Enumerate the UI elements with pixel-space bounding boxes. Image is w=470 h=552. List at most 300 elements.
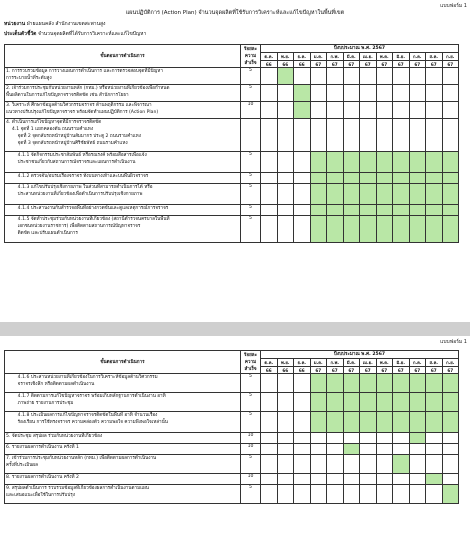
timeline-cell [327, 444, 344, 455]
timeline-cell [310, 102, 327, 119]
timeline-cell-active [327, 393, 344, 412]
timeline-cell [294, 485, 311, 504]
timeline-cell-active [360, 412, 377, 433]
timeline-cell [294, 205, 311, 216]
timeline-cell-active [360, 173, 377, 184]
timeline-cell [343, 474, 360, 485]
timeline-cell [442, 433, 459, 444]
timeline-cell [294, 184, 311, 205]
timeline-cell [277, 412, 294, 433]
timeline-cell [277, 485, 294, 504]
plan-step-text: แนวทางปรับปรุงแก้ไขปัญหาจราจร พร้อมจัดทำแผนปฏิบัติการ (Action Plan) [6, 110, 159, 115]
plan-weight: 10 [241, 444, 261, 455]
timeline-cell [409, 485, 426, 504]
timeline-cell-active [343, 412, 360, 433]
year-header: 66 [277, 367, 294, 374]
plan-step [5, 173, 241, 184]
plan-step-text: ประสานหน่วยงานที่เกี่ยวข้องเพื่อดำเนินการปรับปรุงเชิงกายภาพ [6, 192, 143, 197]
plan-step-text: 9. สรุปผลดำเนินการ รวบรวมข้อมูลที่เกี่ยวข้องผลการดำเนินงานตามแผน [6, 486, 149, 491]
form-number: แบบฟอร์ม 1 [440, 3, 467, 9]
month-header: ต.ค. [261, 359, 278, 367]
plan-step-text: 4.1.6 ประสานหน่วยงานที่เกี่ยวข้องในการวิเคราะห์ข้อมูลด้านวิศวกรรม [6, 375, 158, 380]
timeline-cell-active [442, 216, 459, 243]
plan-row [5, 102, 459, 119]
plan-step-text: 4.1.4 ประสานงานกับสำรวจอพื้นที่อย่างกวดขันและดูแลเหตุการณ์การจราจร [6, 206, 169, 211]
timeline-cell [261, 68, 278, 85]
timeline-cell [294, 216, 311, 243]
steps-header: ขั้นตอนการดำเนินการ [5, 351, 241, 374]
timeline-cell [360, 474, 377, 485]
timeline-cell [277, 173, 294, 184]
timeline-cell [409, 68, 426, 85]
timeline-cell-active [426, 205, 443, 216]
timeline-cell-active [409, 216, 426, 243]
year-header: 67 [310, 367, 327, 374]
timeline-cell-active [409, 184, 426, 205]
timeline-cell [426, 68, 443, 85]
timeline-cell-active [409, 393, 426, 412]
timeline-cell-active [327, 374, 344, 393]
plan-step-text: 4.1 จุดที่ 1 แยกคลองตัน ถนนรามคำแหง [6, 127, 94, 132]
plan-row [5, 85, 459, 102]
year-header: 67 [327, 367, 344, 374]
timeline-cell-active [376, 184, 393, 205]
timeline-cell-active [360, 393, 377, 412]
plan-weight: 5 [241, 485, 261, 504]
timeline-cell-active [343, 152, 360, 173]
timeline-cell [277, 216, 294, 243]
timeline-cell [261, 412, 278, 433]
timeline-cell [343, 433, 360, 444]
timeline-cell [409, 455, 426, 474]
timeline-cell [294, 68, 311, 85]
timeline-cell-active [327, 216, 344, 243]
timeline-cell-active [442, 374, 459, 393]
timeline-cell [261, 216, 278, 243]
timeline-cell-active [343, 173, 360, 184]
timeline-cell [294, 119, 311, 152]
plan-step-text: ภาพถ่าย รายงานการประชุม [6, 401, 74, 406]
plan-row [5, 412, 459, 433]
fiscal-year-header: ปีงบประมาณ พ.ศ. 2567 [261, 45, 459, 53]
timeline-cell [376, 119, 393, 152]
timeline-cell-active [343, 444, 360, 455]
month-header: ก.ย. [442, 53, 459, 61]
timeline-cell [360, 433, 377, 444]
plan-step [5, 393, 241, 412]
year-header: 67 [360, 367, 377, 374]
timeline-cell [442, 102, 459, 119]
plan-weight: 5 [241, 374, 261, 393]
timeline-cell-active [409, 152, 426, 173]
timeline-cell [343, 85, 360, 102]
timeline-cell-active [310, 152, 327, 173]
timeline-cell [277, 119, 294, 152]
timeline-cell-active [442, 412, 459, 433]
timeline-cell [426, 119, 443, 152]
timeline-cell [360, 485, 377, 504]
month-header: ก.พ. [327, 53, 344, 61]
timeline-cell [294, 474, 311, 485]
unit-value: ฝ่ายแผนคลัง สำนักงานเขตสะพานสูง [26, 21, 106, 27]
plan-step [5, 102, 241, 119]
plan-step-text: 4.1.5 จัดทำประชุมร่วมกับหน่วยงานที่เกี่ยวข้อง (สถานีตำรวจนครบาลในพื้นที่ [6, 217, 170, 222]
timeline-cell-active [409, 205, 426, 216]
timeline-cell [327, 119, 344, 152]
year-header: 66 [277, 61, 294, 68]
plan-row [5, 444, 459, 455]
timeline-cell-active [310, 412, 327, 433]
timeline-cell-active [376, 412, 393, 433]
plan-step [5, 216, 241, 243]
timeline-cell [261, 485, 278, 504]
plan-weight: 5 [241, 412, 261, 433]
timeline-cell-active [393, 184, 410, 205]
month-header: ก.ค. [409, 359, 426, 367]
plan-step-text: ร้องเรียน การใช้ทรงจราจร ความคล่องตัว ความพอใจ ความพึงพอใจเหล่านั้น [6, 420, 168, 425]
timeline-cell-active [393, 455, 410, 474]
month-header: พ.ย. [277, 53, 294, 61]
timeline-cell [442, 444, 459, 455]
month-header: ส.ค. [426, 53, 443, 61]
plan-weight: 5 [241, 393, 261, 412]
timeline-cell [294, 455, 311, 474]
timeline-cell-active [426, 152, 443, 173]
timeline-cell-active [442, 485, 459, 504]
month-header: ธ.ค. [294, 53, 311, 61]
plan-row [5, 485, 459, 504]
timeline-cell [376, 433, 393, 444]
month-header: พ.ค. [376, 53, 393, 61]
timeline-cell-active [360, 216, 377, 243]
timeline-cell [442, 455, 459, 474]
year-header: 67 [393, 367, 410, 374]
timeline-cell-active [376, 393, 393, 412]
timeline-cell [409, 85, 426, 102]
timeline-cell [261, 205, 278, 216]
plan-step-text: 4.1.2 ตรวจจับ/อบรมเรื่องจราจร ทั้งบนทางเท้าและบนพื้นผิวจราจร [6, 174, 149, 179]
plan-step-text: 3. วิเคราะห์ ศึกษาข้อมูลด้านวิศวกรรมจราจร ด้านพฤติกรรม และพิจารณา [6, 103, 152, 108]
month-header: ม.ค. [310, 359, 327, 367]
timeline-cell [277, 85, 294, 102]
timeline-cell [277, 205, 294, 216]
timeline-cell [409, 444, 426, 455]
timeline-cell [327, 433, 344, 444]
timeline-cell [261, 444, 278, 455]
table-header-row [5, 45, 459, 53]
timeline-cell [327, 68, 344, 85]
timeline-cell [310, 474, 327, 485]
timeline-cell [409, 102, 426, 119]
timeline-cell [277, 184, 294, 205]
timeline-cell [393, 119, 410, 152]
timeline-cell [409, 119, 426, 152]
timeline-cell-active [442, 173, 459, 184]
timeline-cell [277, 433, 294, 444]
action-plan-table-continued [4, 350, 459, 504]
timeline-cell [393, 433, 410, 444]
plan-step [5, 455, 241, 474]
timeline-cell [327, 102, 344, 119]
unit-label: หน่วยงาน [4, 21, 26, 27]
timeline-cell [294, 152, 311, 173]
plan-row [5, 68, 459, 85]
timeline-cell [327, 485, 344, 504]
plan-step-text: 4.1.3 แก้ไขปรับปรุงเชิงกายภาพ ในส่วนที่สามารถดำเนินการได้ หรือ [6, 185, 153, 190]
month-header: มี.ค. [343, 53, 360, 61]
timeline-cell-active [393, 205, 410, 216]
year-header: 67 [360, 61, 377, 68]
year-header: 66 [261, 367, 278, 374]
plan-step-text: พื้นผลิตานในการแก้ไขปัญหาจราจรติดขัด เช่น สำนักการโยธา [6, 93, 129, 98]
plan-weight: 5 [241, 455, 261, 474]
timeline-cell [393, 85, 410, 102]
timeline-cell [393, 444, 410, 455]
timeline-cell-active [310, 374, 327, 393]
timeline-cell [310, 119, 327, 152]
plan-row [5, 184, 459, 205]
plan-weight [241, 119, 261, 152]
timeline-cell-active [426, 412, 443, 433]
timeline-cell [277, 455, 294, 474]
timeline-cell [376, 102, 393, 119]
plan-row [5, 205, 459, 216]
plan-step [5, 433, 241, 444]
year-header: 67 [376, 61, 393, 68]
page-2 [0, 336, 470, 552]
timeline-cell-active [442, 393, 459, 412]
month-header: ก.พ. [327, 359, 344, 367]
timeline-cell [442, 474, 459, 485]
timeline-cell-active [343, 205, 360, 216]
timeline-cell [343, 455, 360, 474]
timeline-cell [294, 393, 311, 412]
timeline-cell-active [343, 374, 360, 393]
plan-weight: 10 [241, 474, 261, 485]
timeline-cell [327, 455, 344, 474]
year-header: 67 [426, 61, 443, 68]
year-header: 67 [442, 367, 459, 374]
timeline-cell [360, 68, 377, 85]
plan-step [5, 205, 241, 216]
timeline-cell-active [393, 152, 410, 173]
timeline-cell-active [294, 85, 311, 102]
timeline-cell-active [327, 152, 344, 173]
timeline-cell-active [294, 102, 311, 119]
timeline-cell [261, 85, 278, 102]
timeline-cell-active [442, 152, 459, 173]
plan-row [5, 455, 459, 474]
year-header: 66 [294, 61, 311, 68]
timeline-cell-active [426, 374, 443, 393]
plan-weight: 10 [241, 102, 261, 119]
timeline-cell-active [393, 216, 410, 243]
timeline-cell-active [376, 173, 393, 184]
month-header: มิ.ย. [393, 53, 410, 61]
plan-step-text: 4.1.7 ติดตามการแก้ไขปัญหาจราจร พร้อมเก็บหลักฐานการดำเนินงาน อาทิ [6, 394, 166, 399]
timeline-cell [393, 68, 410, 85]
timeline-cell [261, 173, 278, 184]
plan-step-text: เอกชนหน่วยงานราชการ) เพื่อติดตามสถานการณ์ปัญหาจราจร [6, 224, 141, 229]
plan-step [5, 85, 241, 102]
timeline-cell [442, 119, 459, 152]
timeline-cell [376, 85, 393, 102]
timeline-cell-active [376, 152, 393, 173]
timeline-cell [426, 85, 443, 102]
timeline-cell-active [360, 374, 377, 393]
plan-step [5, 374, 241, 393]
plan-step-text: 4. ดำเนินการแก้ไขปัญหาจุดที่มีการจราจรติดขัด [6, 120, 102, 125]
plan-step [5, 68, 241, 85]
year-header: 67 [409, 61, 426, 68]
month-header: มิ.ย. [393, 359, 410, 367]
steps-header: ขั้นตอนการดำเนินการ [5, 45, 241, 68]
timeline-cell [261, 152, 278, 173]
plan-step [5, 152, 241, 173]
timeline-cell [426, 444, 443, 455]
plan-step-text: 8. รายงานผลการดำเนินงาน ครั้งที่ 2 [6, 475, 79, 480]
timeline-cell [442, 85, 459, 102]
timeline-cell-active [442, 205, 459, 216]
timeline-cell-active [426, 393, 443, 412]
year-header: 67 [442, 61, 459, 68]
month-header: มี.ค. [343, 359, 360, 367]
timeline-cell-active [327, 173, 344, 184]
plan-step-text: 6. รายงานผลการดำเนินงาน ครั้งที่ 1 [6, 445, 79, 450]
month-header: ธ.ค. [294, 359, 311, 367]
table-header-row [5, 351, 459, 359]
plan-step-text: 1. การรวบรวมข้อมูล การวางแผนการดำเนินการ และการตรวจสอบจุดที่มีปัญหา [6, 69, 163, 74]
year-header: 67 [393, 61, 410, 68]
plan-row [5, 173, 459, 184]
year-header: 67 [310, 61, 327, 68]
year-header: 67 [426, 367, 443, 374]
timeline-cell [343, 485, 360, 504]
timeline-cell-active [376, 374, 393, 393]
timeline-cell [360, 85, 377, 102]
plan-weight: 5 [241, 68, 261, 85]
plan-step-text: 4.1.8 ประเมินผลการแก้ไขปัญหาจราจรติดขัดในพื้นที่ อาทิ จำนวนเรื่อง [6, 413, 158, 418]
timeline-cell [426, 455, 443, 474]
plan-weight: 5 [241, 173, 261, 184]
plan-step-text: ติดขัด และปรับแผนดำเนินการ [6, 231, 78, 236]
plan-row [5, 152, 459, 173]
timeline-cell [277, 444, 294, 455]
timeline-cell [442, 68, 459, 85]
weight-header: ร้อยละความสำเร็จ [241, 45, 261, 68]
timeline-cell [310, 485, 327, 504]
form-number: แบบฟอร์ม 1 [440, 339, 467, 345]
timeline-cell [343, 102, 360, 119]
plan-step [5, 485, 241, 504]
month-header: ส.ค. [426, 359, 443, 367]
indicator-label: ประเด็นตัวชี้วัด [4, 31, 37, 37]
timeline-cell [261, 184, 278, 205]
timeline-cell-active [343, 216, 360, 243]
plan-weight: 5 [241, 85, 261, 102]
timeline-cell [426, 102, 443, 119]
timeline-cell-active [343, 393, 360, 412]
month-header: ก.ค. [409, 53, 426, 61]
timeline-cell-active [360, 205, 377, 216]
timeline-cell [294, 433, 311, 444]
plan-step [5, 119, 241, 152]
timeline-cell-active [409, 374, 426, 393]
plan-row [5, 119, 459, 152]
timeline-cell [310, 433, 327, 444]
plan-step-text: และเสนอแนะเพื่อใช้ในการปรับปรุง [6, 493, 75, 498]
year-header: 67 [409, 367, 426, 374]
year-header: 67 [376, 367, 393, 374]
timeline-cell [310, 68, 327, 85]
timeline-cell [376, 68, 393, 85]
timeline-cell [376, 485, 393, 504]
timeline-cell [310, 455, 327, 474]
timeline-cell [360, 455, 377, 474]
timeline-cell [277, 393, 294, 412]
timeline-cell [409, 474, 426, 485]
month-header: พ.ย. [277, 359, 294, 367]
timeline-cell-active [442, 184, 459, 205]
plan-step-text: จุดที่ 3 จุดกลับรถหน้าหมู่บ้านศิริชัยพัทธ์ ถนนรามคำแหง [6, 141, 128, 146]
plan-step-text: จุดที่ 2 จุดกลับรถหน้าหมู่บ้านสัมมากร ประตู 2 ถนนรามคำแหง [6, 134, 141, 139]
year-header: 67 [343, 61, 360, 68]
unit-line [4, 20, 106, 28]
plan-step [5, 184, 241, 205]
page-separator [0, 322, 470, 336]
timeline-cell [261, 455, 278, 474]
timeline-cell [376, 455, 393, 474]
timeline-cell [261, 393, 278, 412]
plan-step-text: การระบายน้ำที่ระดับสูง [6, 76, 52, 81]
timeline-cell [360, 444, 377, 455]
timeline-cell [261, 474, 278, 485]
timeline-cell [261, 119, 278, 152]
timeline-cell-active [426, 184, 443, 205]
timeline-cell-active [376, 216, 393, 243]
timeline-cell [327, 474, 344, 485]
timeline-cell-active [310, 184, 327, 205]
timeline-cell [426, 433, 443, 444]
plan-row [5, 374, 459, 393]
timeline-cell-active [426, 216, 443, 243]
plan-step-text: 7. เข้าร่วมการประชุมกับหน่วยงานหลัก (กทม.) เพื่อติดตามผลการดำเนินงาน [6, 456, 157, 461]
timeline-cell-active [360, 152, 377, 173]
timeline-cell-active [310, 216, 327, 243]
timeline-cell [360, 119, 377, 152]
month-header: ก.ย. [442, 359, 459, 367]
timeline-cell [294, 374, 311, 393]
plan-step-text: 5. จัดประชุม สรุปผล ร่วมกับหน่วยงานที่เกี่ยวข้อง [6, 434, 103, 439]
timeline-cell [261, 374, 278, 393]
timeline-cell [360, 102, 377, 119]
plan-weight: 5 [241, 152, 261, 173]
plan-step-text: 2. เจ้าร่วมการประชุมกับหน่วยงานหลัก (กทม.) หรือหน่วยงานที่เกี่ยวข้องเพื่อกำหนด [6, 86, 170, 91]
plan-step [5, 474, 241, 485]
timeline-cell-active [343, 184, 360, 205]
year-header: 66 [294, 367, 311, 374]
month-header: พ.ค. [376, 359, 393, 367]
timeline-cell-active [393, 393, 410, 412]
timeline-cell-active [426, 474, 443, 485]
timeline-cell [393, 474, 410, 485]
timeline-cell [393, 102, 410, 119]
timeline-cell-active [393, 374, 410, 393]
timeline-cell-active [426, 173, 443, 184]
year-header: 67 [327, 61, 344, 68]
plan-row [5, 433, 459, 444]
timeline-cell-active [376, 205, 393, 216]
